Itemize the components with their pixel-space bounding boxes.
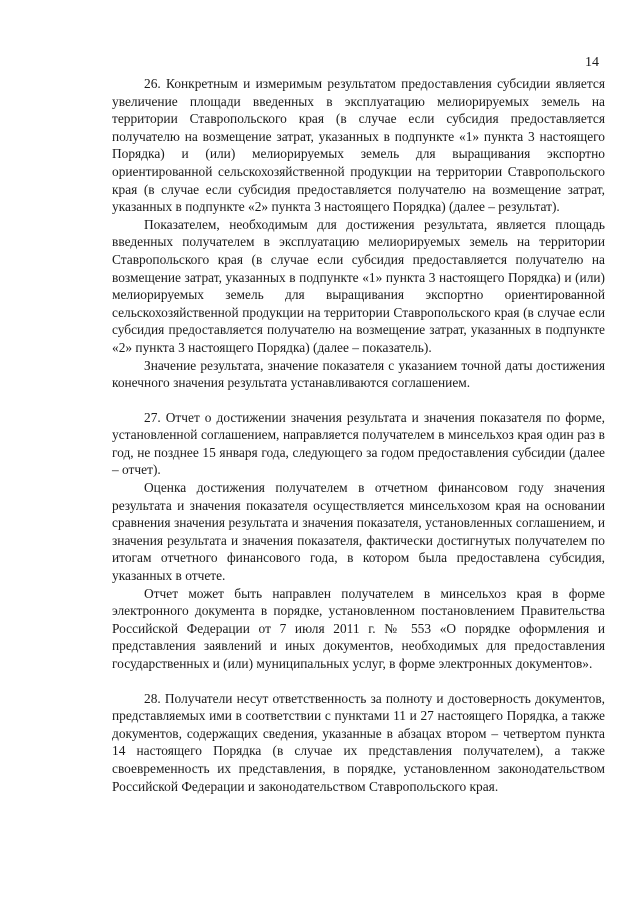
document-body bbox=[112, 75, 605, 795]
paragraph: 27. Отчет о достижении значения результата и значения показателя по форме, установленной соглашением, направляется получателем в минсельхоз края один раз в год, не позднее 15 января года, следующего за годом предоставления субсидии (далее – отчет). bbox=[112, 409, 605, 478]
paragraph: Отчет может быть направлен получателем в минсельхоз края в форме электронного документа в порядке, установленном постановлением Правительства Российской Федерации от 7 июля 2011 г. № 553 «О порядке оформления и представления заявлений и иных документов, необходимых для предоставления государственных и (или) муниципальных услуг, в форме электронных документов». bbox=[112, 585, 605, 671]
paragraph: 26. Конкретным и измеримым результатом предоставления субсидии является увеличение площади введенных в эксплуатацию мелиорируемых земель на территории Ставропольского края (в случае если субсидия предоставляется получателю на возмещение затрат, указанных в подпункте «1» пункта 3 настоящего Порядка) и (или) мелиорируемых земель для выращивания экспортно ориентированной сельскохозяйственной продукции на территории Ставропольского края (в случае если субсидия предоставляется получателю на возмещение затрат, указанных в подпункте «2» пункта 3 настоящего Порядка) (далее – результат). bbox=[112, 76, 605, 215]
section-27 bbox=[112, 409, 605, 673]
paragraph: Оценка достижения получателем в отчетном финансовом году значения результата и значения показателя осуществляется минсельхозом края на основании сравнения значения результата и значения показателя, установленных соглашением, и значения результата и значения показателя, фактически достигнутых получателем по итогам отчетного финансового года, в котором была предоставлена субсидия, указанных в отчете. bbox=[112, 480, 605, 584]
paragraph: Значение результата, значение показателя с указанием точной даты достижения конечного значения результата устанавливаются соглашением. bbox=[112, 357, 605, 391]
page-number: 14 bbox=[585, 55, 599, 70]
section-26 bbox=[112, 75, 605, 392]
section-28 bbox=[112, 690, 605, 796]
paragraph: 28. Получатели несут ответственность за полноту и достоверность документов, представляемых ими в соответствии с пунктами 11 и 27 настоящего Порядка, а также документов, содержащих сведения, указанные в абзацах втором – четвертом пункта 14 настоящего Порядка (в случае их представления получателем), а также своевременность их представления, в порядке, установленном законодательством Российской Федерации и законодательством Ставропольского края. bbox=[112, 690, 605, 794]
paragraph: Показателем, необходимым для достижения результата, является площадь введенных получателем в эксплуатацию мелиорируемых земель на территории Ставропольского края (в случае если субсидия предоставляется получателю на возмещение затрат, указанных в подпункте «1» пункта 3 настоящего Порядка) и (или) мелиорируемых земель для выращивания экспортно ориентированной сельскохозяйственной продукции на территории Ставропольского края (в случае если субсидия предоставляется получателю на возмещение затрат, указанных в подпункте «2» пункта 3 настоящего Порядка) (далее – показатель). bbox=[112, 216, 605, 355]
